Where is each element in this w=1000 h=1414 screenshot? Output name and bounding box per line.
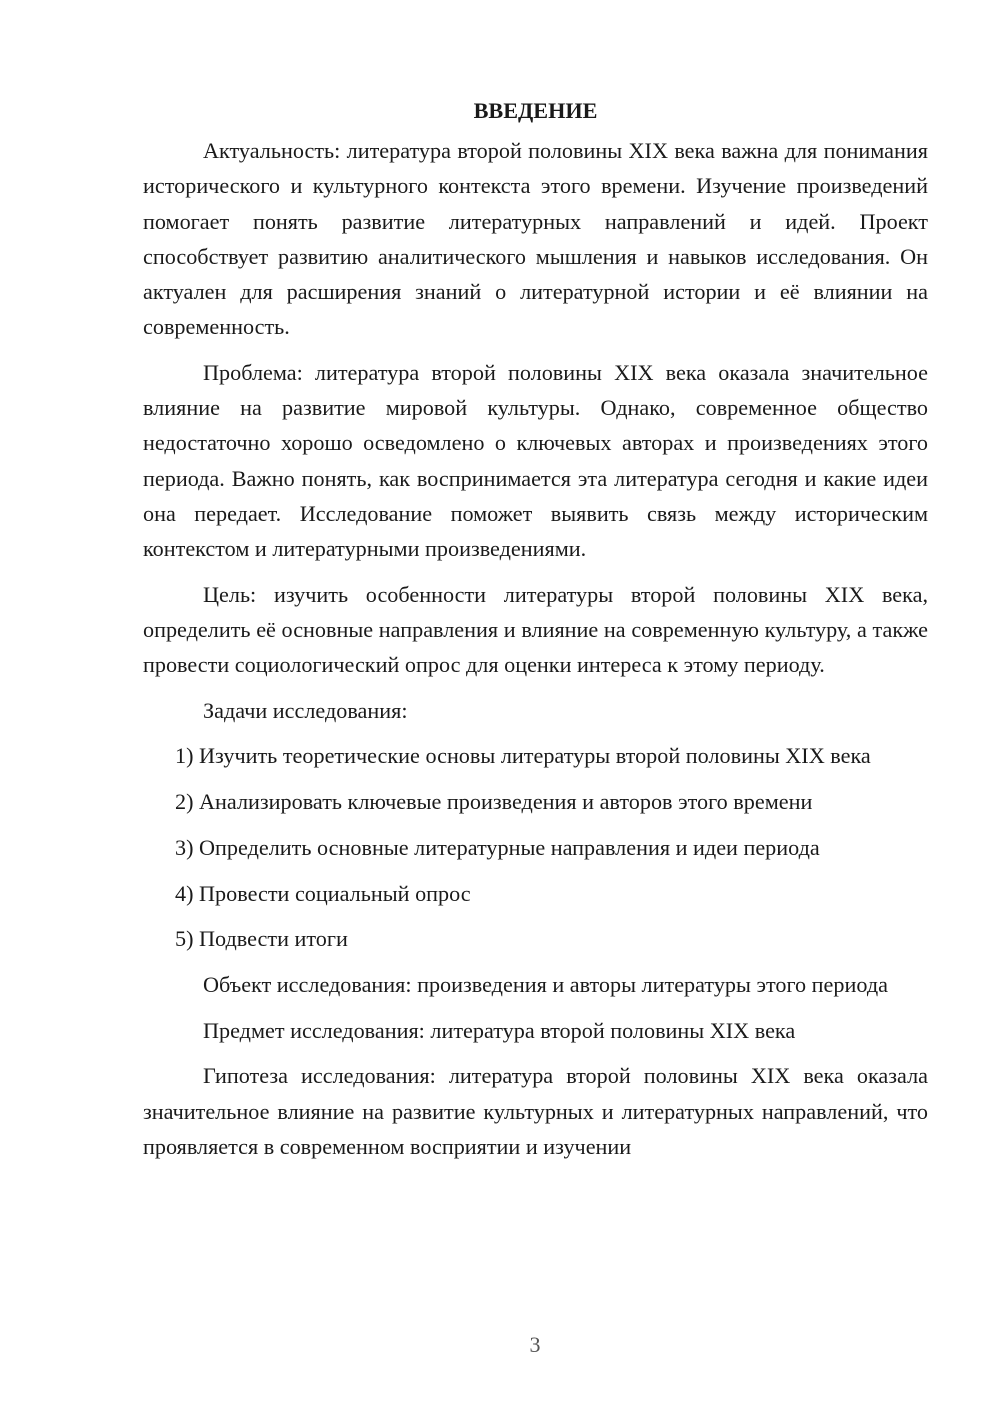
- tasks-heading: Задачи исследования:: [203, 697, 408, 723]
- task-item-1: 1) Изучить теоретические основы литературы второй половины XIX века: [175, 743, 871, 769]
- subject-paragraph: Предмет исследования: литература второй половины XIX века: [203, 1017, 796, 1043]
- object-paragraph: Объект исследования: произведения и авторы литературы этого периода: [203, 971, 888, 997]
- hypothesis-paragraph: Гипотеза исследования: литература второй половины XIX века оказала значительное влияние на развитие культурных и литературных направлений, что проявляется в современном восприятии и изучении: [143, 1063, 928, 1159]
- problem-paragraph: Проблема: литература второй половины XIX века оказала значительное влияние на развитие мировой культуры. Однако, современное общество недостаточно хорошо осведомлено о ключевых авторах и произведениях этого периода. Важно понять, как воспринимается эта литература сегодня и какие идеи она передает. Исследование поможет выявить связь между историческим контекстом и литературными произведениями.: [143, 359, 928, 561]
- section-heading: ВВЕДЕНИЕ: [473, 98, 598, 123]
- task-item-3: 3) Определить основные литературные направления и идеи периода: [175, 834, 820, 860]
- task-item-4: 4) Провести социальный опрос: [175, 880, 471, 906]
- page-number: 3: [529, 1332, 541, 1357]
- task-item-2: 2) Анализировать ключевые произведения и авторов этого времени: [175, 789, 813, 815]
- page-content: [143, 93, 928, 1174]
- goal-paragraph: Цель: изучить особенности литературы второй половины XIX века, определить её основные направления и влияние на современную культуру, а также провести социологический опрос для оценки интереса к этому периоду.: [143, 581, 928, 678]
- task-item-5: 5) Подвести итоги: [175, 926, 348, 952]
- relevance-paragraph: Актуальность: литература второй половины XIX века важна для понимания исторического и культурного контекста этого времени. Изучение произведений помогает понять развитие литературных направлений и идей. Проект способствует развитию аналитического мышления и навыков исследования. Он актуален для расширения знаний о литературной истории и её влиянии на современность.: [143, 138, 928, 340]
